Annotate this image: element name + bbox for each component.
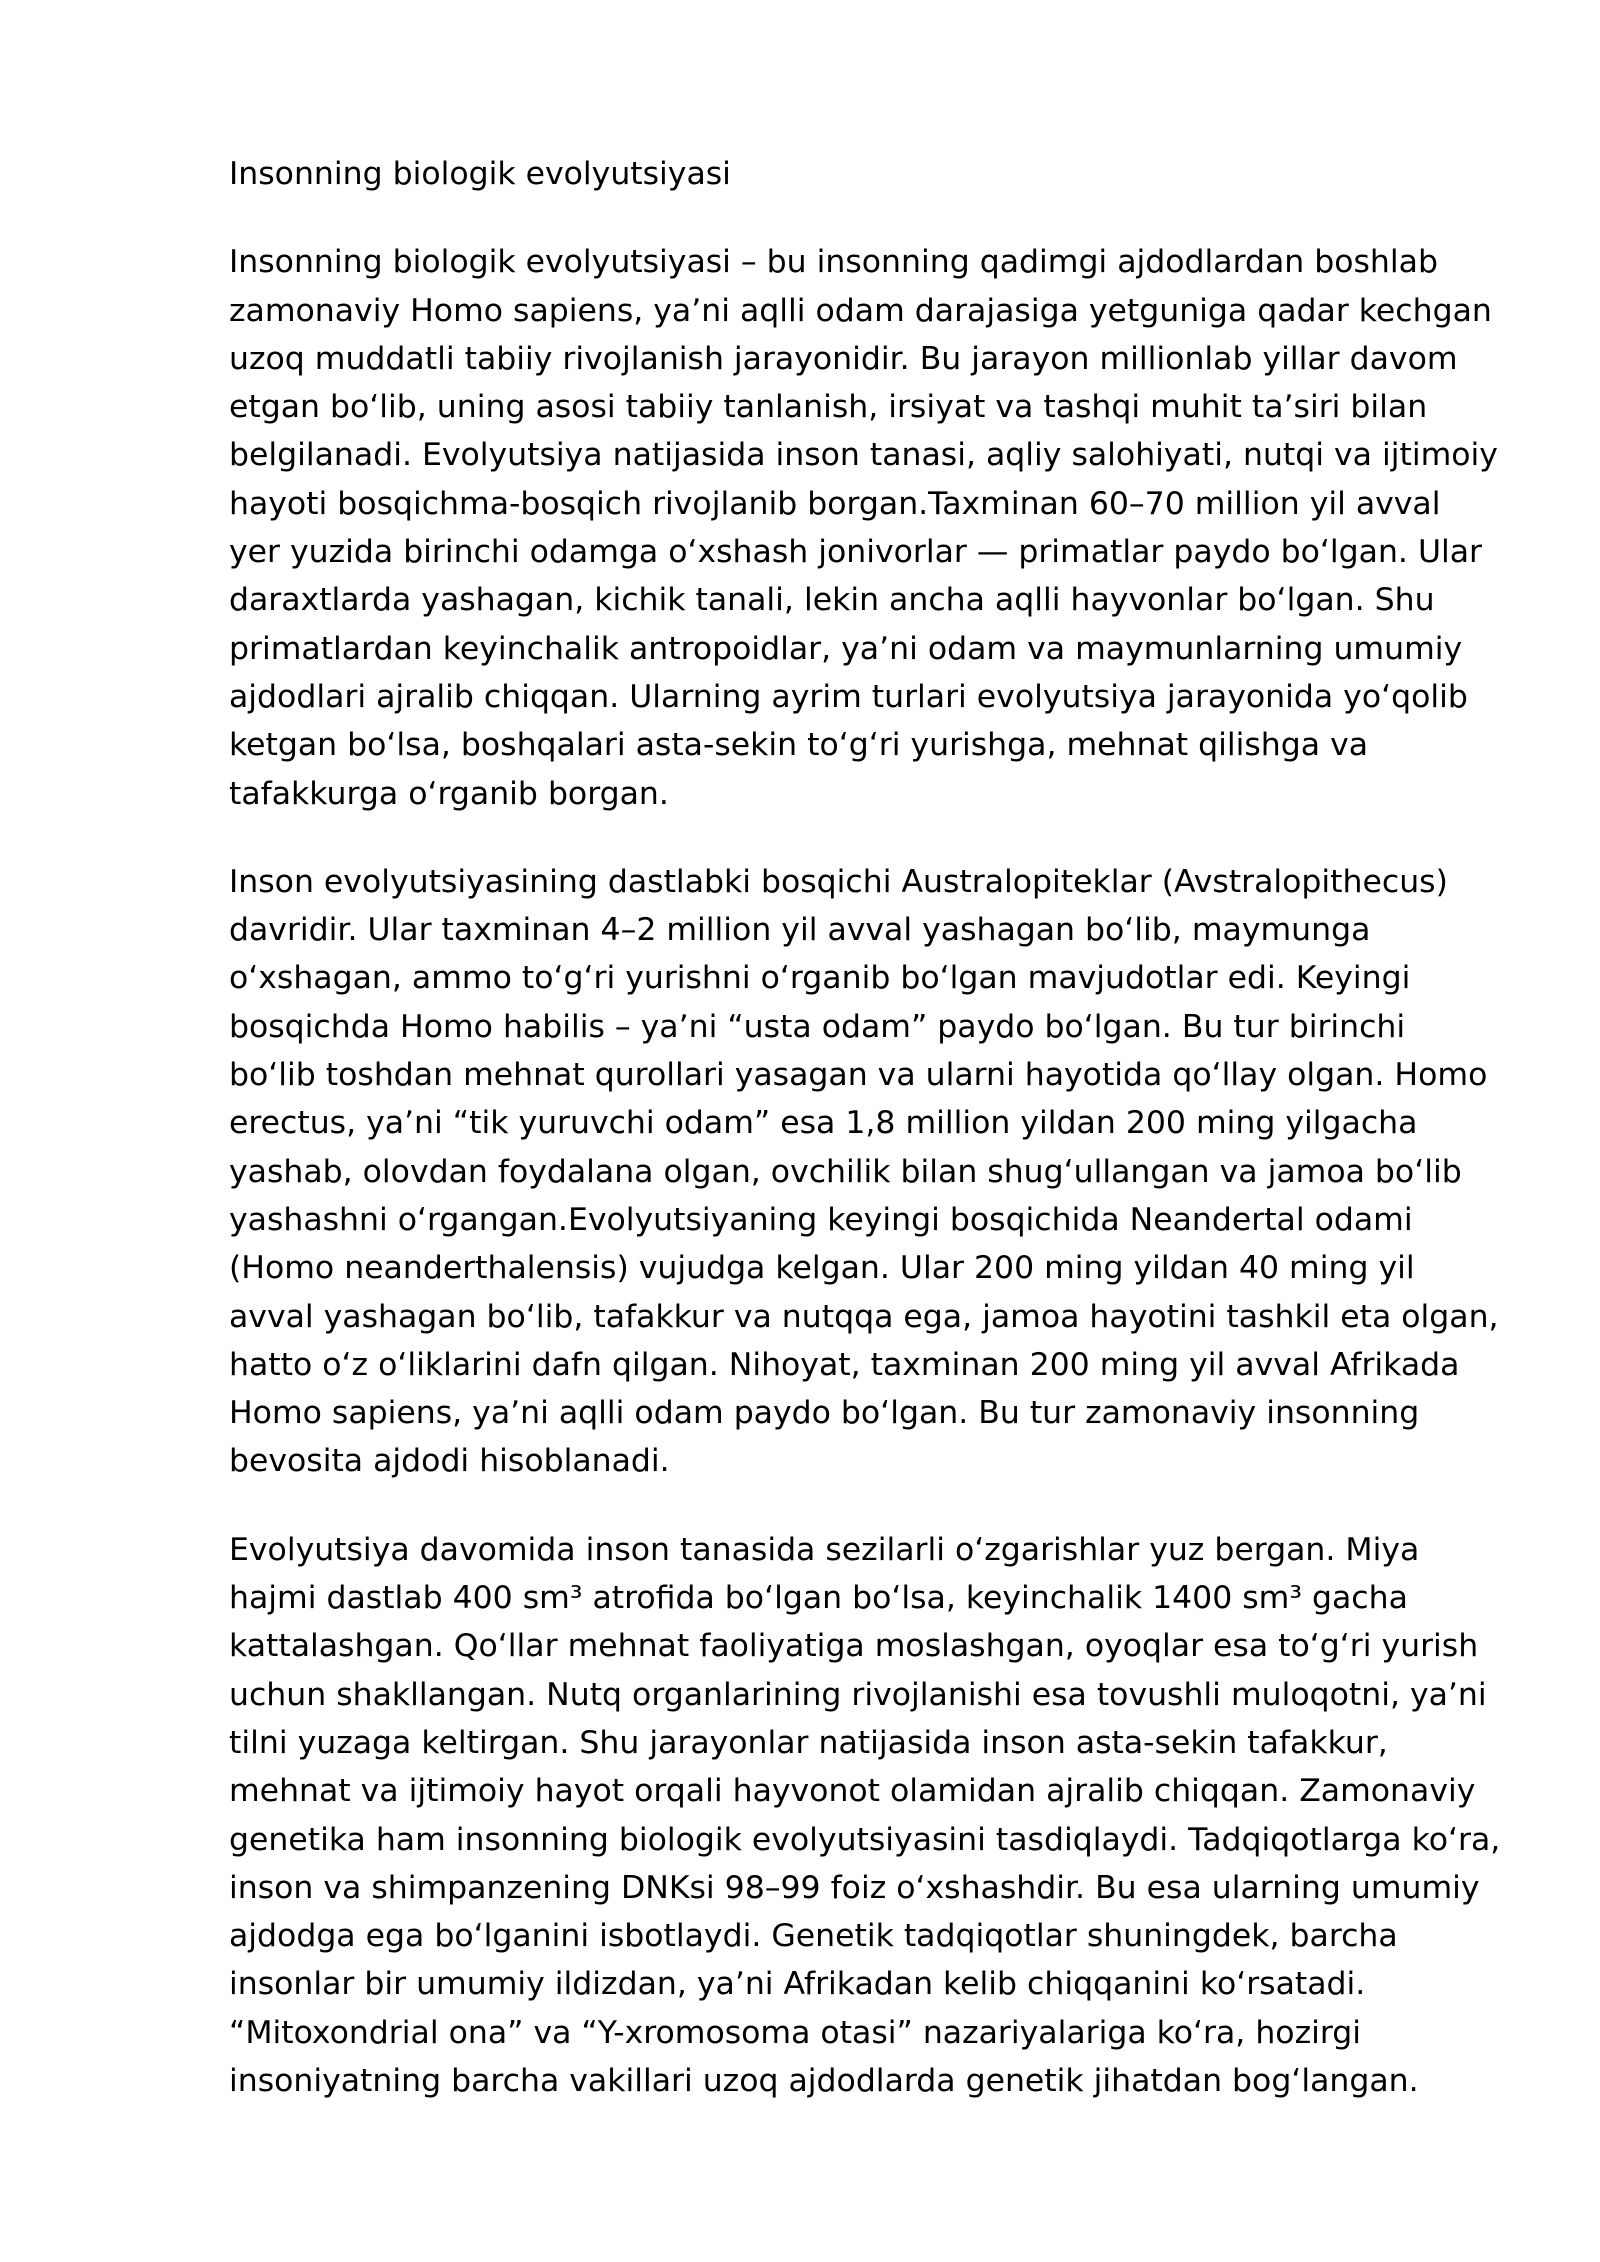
document-body [229, 150, 1501, 2145]
paragraph-3: Evolyutsiya davomida inson tanasida sezilarli oʻzgarishlar yuz bergan. Miya hajmi dastlab 400 sm³ atrofida boʻlgan boʻlsa, keyinchalik 1400 sm³ gacha kattalashgan. Qoʻllar mehnat faoliyatiga moslashgan, oyoqlar esa toʻgʻri yurish uchun shakllangan. Nutq organlarining rivojlanishi esa tovushli muloqotni, ya’ni tilni yuzaga keltirgan. Shu jarayonlar natijasida inson asta-sekin tafakkur, mehnat va ijtimoiy hayot orqali hayvonot olamidan ajralib chiqqan. Zamonaviy genetika ham insonning biologik evolyutsiyasini tasdiqlaydi. Tadqiqotlarga koʻra, inson va shimpanzening DNKsi 98–99 foiz oʻxshashdir. Bu esa ularning umumiy ajdodga ega boʻlganini isbotlaydi. Genetik tadqiqotlar shuningdek, barcha insonlar bir umumiy ildizdan, ya’ni Afrikadan kelib chiqqanini koʻrsatadi. “Mitoxondrial ona” va “Y-xromosoma otasi” nazariyalariga koʻra, hozirgi insoniyatning barcha vakillari uzoq ajdodlarda genetik jihatdan bogʻlangan. [229, 1531, 1501, 2099]
paragraph-2: Inson evolyutsiyasining dastlabki bosqichi Australopiteklar (Avstralopithecus) davridir. Ular taxminan 4–2 million yil avval yashagan boʻlib, maymunga oʻxshagan, ammo toʻgʻri yurishni oʻrganib boʻlgan mavjudotlar edi. Keyingi bosqichda Homo habilis – ya’ni “usta odam” paydo boʻlgan. Bu tur birinchi boʻlib toshdan mehnat qurollari yasagan va ularni hayotida qoʻllay olgan. Homo erectus, ya’ni “tik yuruvchi odam” esa 1,8 million yildan 200 ming yilgacha yashab, olovdan foydalana olgan, ovchilik bilan shugʻullangan va jamoa boʻlib yashashni oʻrgangan.Evolyutsiyaning keyingi bosqichida Neandertal odami (Homo neanderthalensis) vujudga kelgan. Ular 200 ming yildan 40 ming yil avval yashagan boʻlib, tafakkur va nutqqa ega, jamoa hayotini tashkil eta olgan, hatto oʻz oʻliklarini dafn qilgan. Nihoyat, taxminan 200 ming yil avval Afrikada Homo sapiens, ya’ni aqlli odam paydo boʻlgan. Bu tur zamonaviy insonning bevosita ajdodi hisoblanadi. [229, 863, 1499, 1480]
document-title: Insonning biologik evolyutsiyasi [229, 156, 731, 192]
paragraph-1: Insonning biologik evolyutsiyasi – bu insonning qadimgi ajdodlardan boshlab zamonaviy Homo sapiens, ya’ni aqlli odam darajasiga yetguniga qadar kechgan uzoq muddatli tabiiy rivojlanish jarayonidir. Bu jarayon millionlab yillar davom etgan boʻlib, uning asosi tabiiy tanlanish, irsiyat va tashqi muhit ta’siri bilan belgilanadi. Evolyutsiya natijasida inson tanasi, aqliy salohiyati, nutqi va ijtimoiy hayoti bosqichma-bosqich rivojlanib borgan.Taxminan 60–70 million yil avval yer yuzida birinchi odamga oʻxshash jonivorlar — primatlar paydo boʻlgan. Ular daraxtlarda yashagan, kichik tanali, lekin ancha aqlli hayvonlar boʻlgan. Shu primatlardan keyinchalik antropoidlar, ya’ni odam va maymunlarning umumiy ajdodlari ajralib chiqqan. Ularning ayrim turlari evolyutsiya jarayonida yoʻqolib ketgan boʻlsa, boshqalari asta-sekin toʻgʻri yurishga, mehnat qilishga va tafakkurga oʻrganib borgan. [229, 244, 1498, 812]
